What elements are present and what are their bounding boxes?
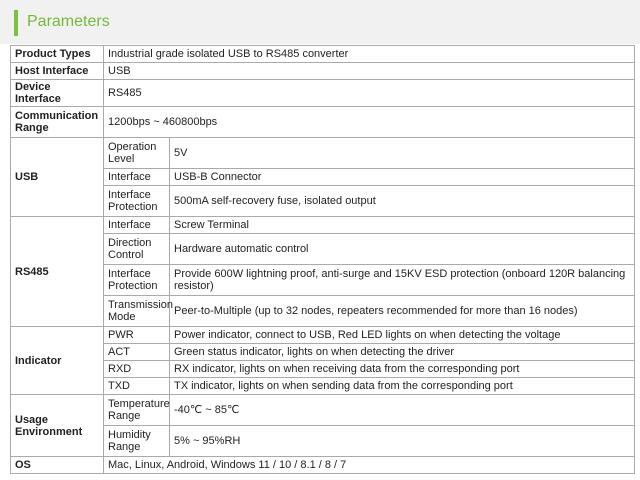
table-row: [11, 344, 635, 361]
sub-label: RXD: [104, 361, 170, 378]
row-value: USB: [104, 63, 635, 80]
table-row: [11, 46, 635, 63]
sub-value: RX indicator, lights on when receiving data from the corresponding port: [170, 361, 635, 378]
sub-label: Interface Protection: [104, 186, 170, 217]
table-row: [11, 457, 635, 474]
row-value: 1200bps ~ 460800bps: [104, 107, 635, 138]
row-value: Mac, Linux, Android, Windows 11 / 10 / 8.1 / 8 / 7: [104, 457, 635, 474]
table-row: [11, 186, 635, 217]
section-header: [0, 0, 640, 44]
row-label: Device Interface: [11, 80, 104, 107]
sub-value: -40℃ ~ 85℃: [170, 395, 635, 426]
sub-value: TX indicator, lights on when sending data from the corresponding port: [170, 378, 635, 395]
table-row: [11, 265, 635, 296]
group-label-rs485: RS485: [11, 217, 104, 327]
table-row: [11, 63, 635, 80]
sub-label: PWR: [104, 327, 170, 344]
table-row: [11, 234, 635, 265]
sub-value: Provide 600W lightning proof, anti-surge and 15KV ESD protection (onboard 120R balancing resistor): [170, 265, 635, 296]
sub-label: TXD: [104, 378, 170, 395]
table-row: [11, 327, 635, 344]
sub-value: Green status indicator, lights on when detecting the driver: [170, 344, 635, 361]
sub-value: Peer-to-Multiple (up to 32 nodes, repeaters recommended for more than 16 nodes): [170, 296, 635, 327]
sub-label: Direction Control: [104, 234, 170, 265]
row-value: RS485: [104, 80, 635, 107]
table-row: [11, 378, 635, 395]
parameters-table: [10, 45, 635, 474]
table-row: [11, 296, 635, 327]
group-label-indicator: Indicator: [11, 327, 104, 395]
sub-value: 5% ~ 95%RH: [170, 426, 635, 457]
sub-value: Screw Terminal: [170, 217, 635, 234]
row-value: Industrial grade isolated USB to RS485 converter: [104, 46, 635, 63]
section-title: Parameters: [27, 13, 110, 30]
table-row: [11, 217, 635, 234]
row-label: Communication Range: [11, 107, 104, 138]
sub-label: Temperature Range: [104, 395, 170, 426]
sub-label: Operation Level: [104, 138, 170, 169]
sub-value: USB-B Connector: [170, 169, 635, 186]
sub-value: 500mA self-recovery fuse, isolated output: [170, 186, 635, 217]
row-label: Host Interface: [11, 63, 104, 80]
group-label-usage: Usage Environment: [11, 395, 104, 457]
sub-label: ACT: [104, 344, 170, 361]
sub-label: Interface Protection: [104, 265, 170, 296]
accent-bar: [14, 10, 18, 36]
sub-value: 5V: [170, 138, 635, 169]
table-row: [11, 80, 635, 107]
sub-label: Interface: [104, 217, 170, 234]
table-row: [11, 426, 635, 457]
sub-value: Hardware automatic control: [170, 234, 635, 265]
table-row: [11, 395, 635, 426]
sub-label: Interface: [104, 169, 170, 186]
table-row: [11, 138, 635, 169]
sub-value: Power indicator, connect to USB, Red LED lights on when detecting the voltage: [170, 327, 635, 344]
sub-label: Transmission Mode: [104, 296, 170, 327]
table-row: [11, 107, 635, 138]
row-label: Product Types: [11, 46, 104, 63]
sub-label: Humidity Range: [104, 426, 170, 457]
group-label-usb: USB: [11, 138, 104, 217]
row-label: OS: [11, 457, 104, 474]
table-row: [11, 169, 635, 186]
table-row: [11, 361, 635, 378]
